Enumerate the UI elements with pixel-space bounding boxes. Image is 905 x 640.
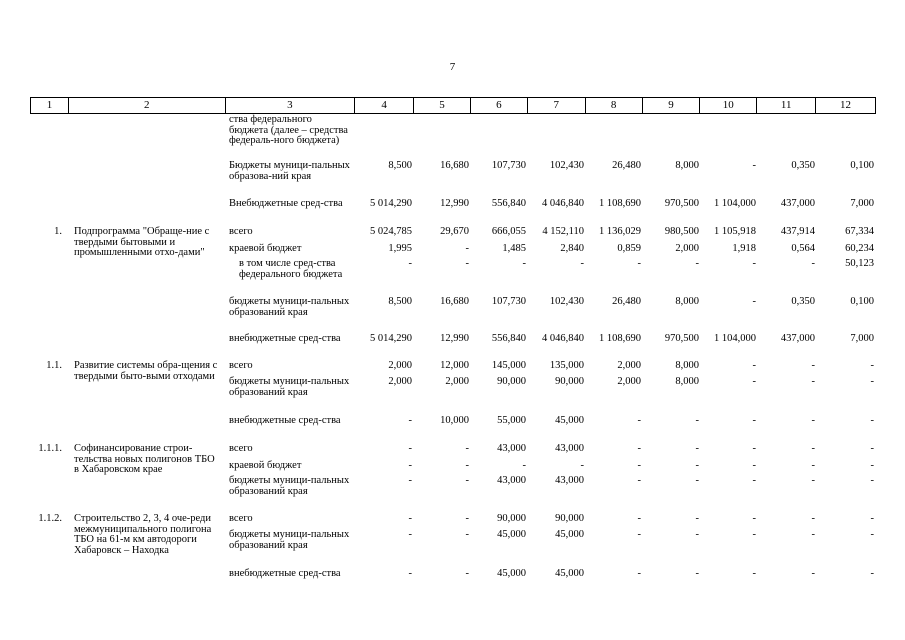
value-cell: - [408,443,412,454]
value-cell: 0,350 [791,160,815,171]
row-number-cell [30,415,68,443]
row-number-cell [30,460,68,475]
value-cell: 556,840 [491,333,526,344]
value-cell: 980,500 [664,226,699,237]
value-cell: 0,350 [791,296,815,307]
value-cell: - [870,475,874,486]
value-cell: - [811,529,815,540]
value-cell: 107,730 [491,296,526,307]
table-row [30,415,876,443]
value-cell: - [811,376,815,387]
value-cell: 90,000 [497,513,526,524]
value-cell: - [637,415,641,426]
row-number-cell [30,198,68,226]
header-cell: 6 [471,98,528,113]
value-cell: 970,500 [664,333,699,344]
value-cell: - [811,360,815,371]
value-cell: 0,859 [617,243,641,254]
funding-source-cell: всего [229,360,253,371]
value-cell: 970,500 [664,198,699,209]
value-cell: 7,000 [850,333,874,344]
value-cell: - [580,460,584,471]
value-cell: 8,000 [675,376,699,387]
row-name-cell [68,376,225,415]
table-row [30,160,876,198]
table-row [30,243,876,258]
row-number-cell [30,529,68,568]
value-cell: 29,670 [440,226,469,237]
value-cell [471,114,528,160]
row-name-cell [68,475,225,513]
value-cell [817,114,876,160]
value-cell: 1 136,029 [599,226,641,237]
value-cell: - [870,443,874,454]
value-cell: 60,234 [845,243,874,254]
value-cell: 8,000 [675,160,699,171]
value-cell: 4 046,840 [542,198,584,209]
value-cell: 4 046,840 [542,333,584,344]
value-cell: 1 108,690 [599,198,641,209]
value-cell: 10,000 [440,415,469,426]
value-cell: - [870,360,874,371]
value-cell: - [637,443,641,454]
value-cell: 102,430 [549,296,584,307]
value-cell: 437,914 [780,226,815,237]
funding-source-cell: бюджеты муници-пальных образований края [229,296,350,318]
value-cell: - [408,460,412,471]
row-name-cell [68,568,225,598]
value-cell: 26,480 [612,296,641,307]
value-cell: 0,100 [850,160,874,171]
row-name-cell [68,529,225,568]
value-cell: - [695,513,699,524]
value-cell: 8,500 [388,296,412,307]
header-cell: 5 [414,98,471,113]
value-cell: - [752,160,756,171]
value-cell: - [870,460,874,471]
funding-source-cell: всего [229,443,253,454]
value-cell [528,114,586,160]
funding-source-cell: Внебюджетные сред-ства [229,198,343,209]
value-cell: 8,000 [675,360,699,371]
table-row [30,529,876,568]
value-cell: 45,000 [555,529,584,540]
value-cell: - [752,415,756,426]
value-cell: - [811,258,815,269]
header-cell: 12 [840,99,852,111]
row-name-cell: Развитие системы обра-щения с твердыми быто-выми отходами [74,360,218,382]
value-cell: - [522,460,526,471]
value-cell: - [695,415,699,426]
value-cell: - [408,513,412,524]
row-number-cell: 1.1. [46,360,62,371]
value-cell: 1,485 [502,243,526,254]
funding-source-cell: краевой бюджет [229,460,302,471]
header-cell: 10 [700,98,757,113]
value-cell: 666,055 [491,226,526,237]
row-number-cell [30,333,68,360]
value-cell: 0,564 [791,243,815,254]
value-cell: - [465,258,469,269]
value-cell: 55,000 [497,415,526,426]
value-cell: 12,990 [440,333,469,344]
header-cell: 9 [643,98,701,113]
value-cell: 7,000 [850,198,874,209]
row-name-cell [68,114,225,160]
row-name-cell: Строительство 2, 3, 4 оче-реди межмуниципального полигона ТБО на 61-м км автодороги Хабаровск – Находка [74,513,212,556]
funding-source-cell: бюджеты муници-пальных образований края [229,529,350,551]
value-cell: - [695,443,699,454]
value-cell: 1 104,000 [714,198,756,209]
value-cell: 2,000 [388,376,412,387]
value-cell: - [870,529,874,540]
value-cell: - [811,443,815,454]
value-cell: 1 105,918 [714,226,756,237]
value-cell: 1,995 [388,243,412,254]
row-name-cell [68,258,225,296]
value-cell: - [465,243,469,254]
value-cell: 67,334 [845,226,874,237]
table-body [30,114,876,598]
value-cell [414,114,471,160]
row-name-cell [68,160,225,198]
value-cell: - [522,258,526,269]
table-row [30,258,876,296]
value-cell: - [465,568,469,579]
value-cell: 0,100 [850,296,874,307]
header-cell: 1 [31,98,69,113]
table-row [30,198,876,226]
value-cell: 5 014,290 [370,333,412,344]
value-cell: 5 014,290 [370,198,412,209]
value-cell: - [752,258,756,269]
value-cell: 8,500 [388,160,412,171]
value-cell: - [465,529,469,540]
header-cell: 8 [586,98,643,113]
value-cell: - [870,513,874,524]
row-number-cell [30,114,68,160]
value-cell [643,114,701,160]
value-cell [586,114,643,160]
value-cell: - [465,475,469,486]
row-number-cell [30,475,68,513]
funding-source-cell: всего [229,226,253,237]
row-number-cell [30,243,68,258]
value-cell: 45,000 [497,529,526,540]
value-cell: 102,430 [549,160,584,171]
table-header [30,97,876,114]
value-cell [701,114,758,160]
row-number-cell [30,376,68,415]
value-cell: 2,000 [617,360,641,371]
value-cell: 8,000 [675,296,699,307]
value-cell: - [695,475,699,486]
value-cell: 90,000 [555,376,584,387]
value-cell: 16,680 [440,160,469,171]
value-cell: 2,840 [560,243,584,254]
value-cell: 45,000 [497,568,526,579]
page-number: 7 [449,61,456,73]
value-cell: - [811,475,815,486]
value-cell: - [752,529,756,540]
value-cell: 2,000 [617,376,641,387]
value-cell: - [637,475,641,486]
value-cell: 26,480 [612,160,641,171]
value-cell: 437,000 [780,198,815,209]
value-cell [355,114,414,160]
table-row [30,114,876,160]
value-cell: - [695,460,699,471]
funding-source-cell: в том числе сред-ства федерального бюджета [239,258,343,280]
value-cell: 43,000 [555,475,584,486]
value-cell: - [695,258,699,269]
row-name-cell [68,243,225,258]
funding-source-cell: ства федерального бюджета (далее – средства федераль-ного бюджета) [229,114,348,146]
value-cell: - [752,460,756,471]
value-cell: 43,000 [497,475,526,486]
value-cell: 43,000 [497,443,526,454]
table-row [30,333,876,360]
value-cell: - [811,460,815,471]
value-cell: 5 024,785 [370,226,412,237]
value-cell: - [811,415,815,426]
funding-source-cell: всего [229,513,253,524]
funding-source-cell: краевой бюджет [229,243,302,254]
value-cell: - [752,443,756,454]
header-cell: 2 [69,98,226,113]
value-cell: 107,730 [491,160,526,171]
row-name-cell: Подпрограмма "Обраще-ние с твердыми бытовыми и промышленными отхо-дами" [74,226,210,258]
row-name-cell [68,460,225,475]
value-cell: - [870,415,874,426]
value-cell: - [465,443,469,454]
row-name-cell [68,333,225,360]
header-cell: 7 [528,98,586,113]
header-cell: 11 [757,98,816,113]
value-cell: 12,990 [440,198,469,209]
value-cell: - [465,513,469,524]
row-number-cell: 1.1.1. [38,443,62,454]
row-name-cell [68,415,225,443]
table-row [30,475,876,513]
value-cell: - [695,529,699,540]
value-cell: - [752,475,756,486]
value-cell: - [637,513,641,524]
table-row [30,296,876,333]
value-cell: - [637,568,641,579]
value-cell: - [870,568,874,579]
value-cell: 1 104,000 [714,333,756,344]
value-cell: 145,000 [491,360,526,371]
funding-source-cell: внебюджетные сред-ства [229,415,341,426]
funding-source-cell: внебюджетные сред-ства [229,568,341,579]
value-cell: - [752,513,756,524]
value-cell: - [580,258,584,269]
value-cell: 43,000 [555,443,584,454]
value-cell: - [752,376,756,387]
value-cell: - [870,376,874,387]
table-row [30,376,876,415]
header-cell: 3 [226,98,356,113]
value-cell: 437,000 [780,333,815,344]
value-cell: - [752,568,756,579]
value-cell: - [408,258,412,269]
value-cell: - [695,568,699,579]
value-cell: - [465,460,469,471]
value-cell: - [811,513,815,524]
value-cell: 135,000 [549,360,584,371]
value-cell: 2,000 [445,376,469,387]
header-cell: 4 [355,98,414,113]
value-cell: 90,000 [497,376,526,387]
value-cell: 12,000 [440,360,469,371]
value-cell: 4 152,110 [542,226,584,237]
row-name-cell [68,198,225,226]
value-cell: 1 108,690 [599,333,641,344]
funding-source-cell: бюджеты муници-пальных образований края [229,475,350,497]
row-number-cell [30,568,68,598]
value-cell: - [408,415,412,426]
row-number-cell [30,160,68,198]
funding-source-cell: внебюджетные сред-ства [229,333,341,344]
value-cell: - [637,258,641,269]
table-row [30,460,876,475]
value-cell: 556,840 [491,198,526,209]
row-name-cell: Софинансирование строи-тельства новых полигонов ТБО в Хабаровском крае [74,443,215,475]
row-number-cell: 1. [54,226,62,237]
value-cell: - [811,568,815,579]
value-cell: 45,000 [555,415,584,426]
value-cell: 90,000 [555,513,584,524]
value-cell: - [637,460,641,471]
value-cell: 16,680 [440,296,469,307]
table-row [30,568,876,598]
value-cell: - [408,568,412,579]
value-cell: - [752,296,756,307]
value-cell: - [637,529,641,540]
value-cell: 2,000 [675,243,699,254]
value-cell: - [408,529,412,540]
row-number-cell [30,296,68,333]
value-cell: - [408,475,412,486]
funding-source-cell: бюджеты муници-пальных образований края [229,376,350,398]
value-cell [758,114,817,160]
row-number-cell [30,258,68,296]
value-cell: 2,000 [388,360,412,371]
value-cell: 1,918 [732,243,756,254]
value-cell: - [752,360,756,371]
funding-source-cell: Бюджеты муници-пальных образова-ний края [229,160,350,182]
value-cell: 50,123 [845,258,874,269]
value-cell: 45,000 [555,568,584,579]
row-name-cell [68,296,225,333]
row-number-cell: 1.1.2. [38,513,62,524]
